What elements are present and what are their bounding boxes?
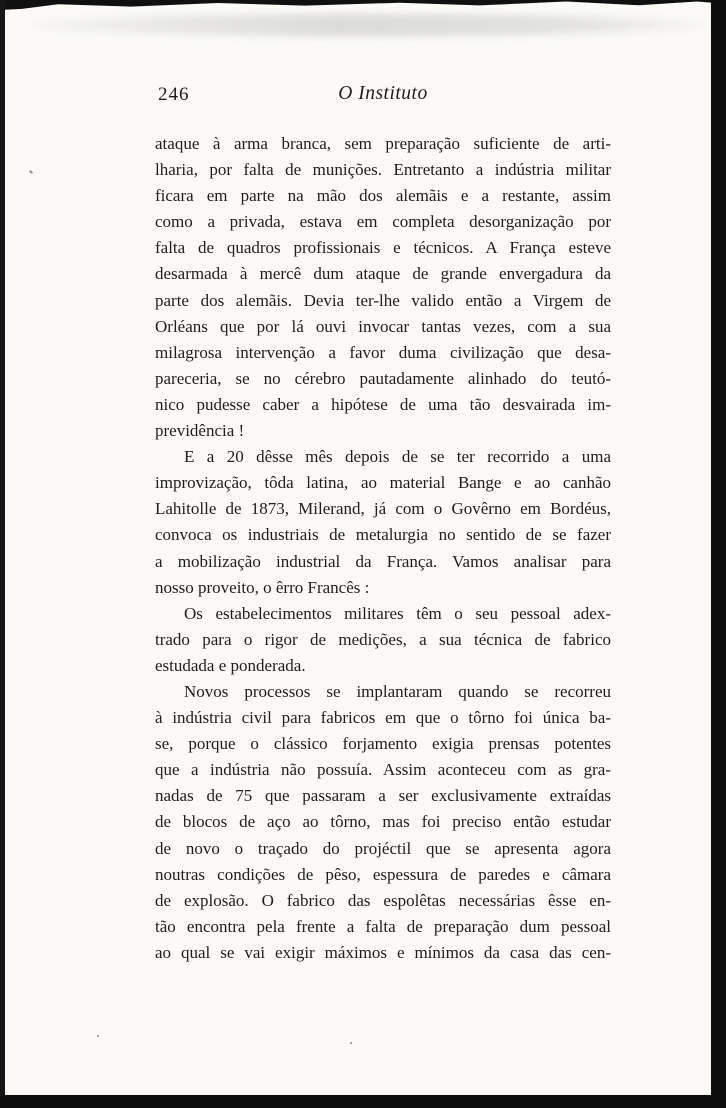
text-line: como a privada, estava em completa desorganização por	[155, 212, 611, 232]
text-line: desarmada à mercê dum ataque de grande envergadura da	[155, 264, 611, 284]
text-line: falta de quadros profissionais e técnicos. A França esteve	[155, 238, 611, 258]
text-line: noutras condições de pêso, espessura de paredes e câmara	[155, 864, 611, 884]
text-line: estudada e ponderada.	[155, 655, 306, 675]
text-line: previdência !	[155, 421, 245, 441]
text-line: se, porque o clássico forjamento exigia prensas potentes	[155, 734, 611, 754]
text-line: Orléans que por lá ouvi invocar tantas vezes, com a sua	[155, 316, 611, 336]
text-line: E a 20 dêsse mês depois de se ter recorrido a uma	[184, 447, 611, 467]
text-line: de blocos de aço ao tôrno, mas foi preciso então estudar	[155, 812, 611, 832]
scan-speck	[350, 1042, 352, 1044]
text-line: milagrosa intervenção a favor duma civilização que desa-	[155, 342, 611, 362]
page-body	[155, 131, 611, 966]
text-line: ficara em parte na mão dos alemãis e a restante, assim	[155, 186, 611, 206]
text-line: a mobilização industrial da França. Vamos analisar para	[155, 551, 611, 571]
text-line: nadas de 75 que passaram a ser exclusivamente extraídas	[155, 786, 611, 806]
text-line: Novos processos se implantaram quando se recorreu	[184, 681, 611, 701]
page-number: 246	[158, 84, 190, 105]
text-line: parte dos alemãis. Devia ter-lhe valido então a Virgem de	[155, 290, 611, 310]
text-line: improvização, tôda latina, ao material Bange e ao canhão	[155, 473, 611, 493]
text-line: convoca os industriais de metalurgia no sentido de se fazer	[155, 525, 611, 545]
scan-speck	[29, 170, 33, 174]
text-line: Os estabelecimentos militares têm o seu pessoal adex-	[184, 603, 611, 623]
scan-edge-bottom	[0, 1095, 726, 1108]
running-title: O Instituto	[338, 83, 428, 104]
text-line: ataque à arma branca, sem preparação suficiente de arti-	[155, 134, 611, 153]
text-line: lharia, por falta de munições. Entretanto a indústria militar	[155, 160, 611, 180]
text-line: à indústria civil para fabricos em que o tôrno foi única ba-	[155, 708, 611, 728]
text-line: de explosão. O fabrico das espolêtas necessárias êsse en-	[155, 890, 611, 910]
text-line: pareceria, se no cérebro pautadamente alinhado do teutó-	[155, 368, 611, 388]
page-header	[155, 83, 611, 107]
scan-edge-top	[0, 0, 726, 10]
scan-edge-left	[0, 0, 5, 1108]
scan-edge-right	[711, 0, 726, 1108]
text-line: de novo o traçado do projéctil que se apresenta agora	[155, 838, 611, 858]
text-line: trado para o rigor de medições, a sua técnica de fabrico	[155, 629, 611, 649]
text-line: nico pudesse caber a hipótese de uma tão desvairada im-	[155, 394, 611, 414]
scan-smudge	[30, 14, 710, 36]
text-line: tão encontra pela frente a falta de preparação dum pessoal	[155, 916, 611, 936]
text-line: ao qual se vai exigir máximos e mínimos da casa das cen-	[155, 942, 611, 962]
scan-speck	[97, 1035, 99, 1037]
text-line: Lahitolle de 1873, Milerand, já com o Govêrno em Bordéus,	[155, 499, 611, 519]
text-line: nosso proveito, o êrro Francês :	[155, 577, 370, 597]
text-line: que a indústria não possuía. Assim aconteceu com as gra-	[155, 760, 611, 780]
